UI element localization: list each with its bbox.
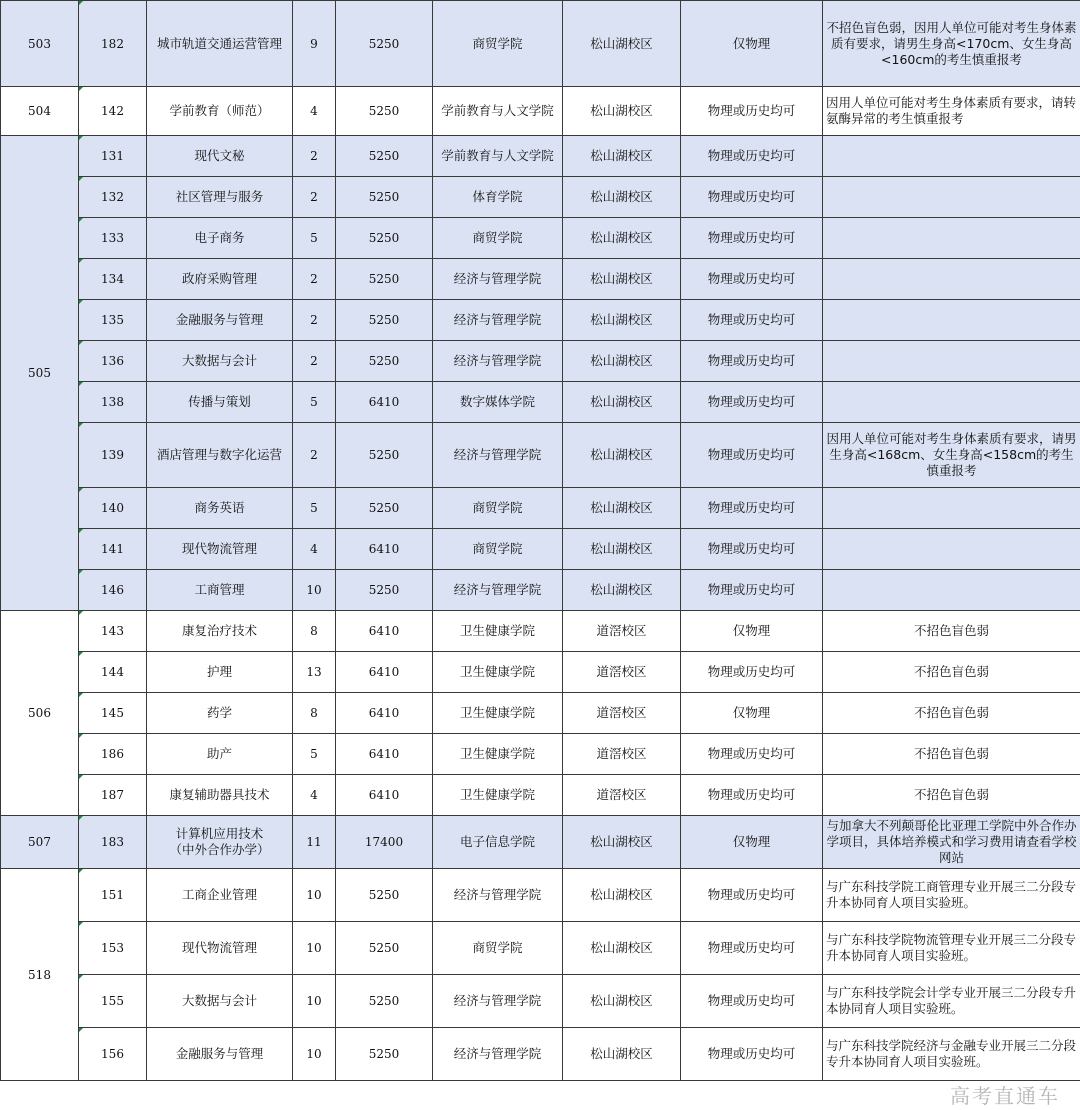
table-row — [1, 1, 1080, 87]
major-name: 康复辅助器具技术 — [147, 775, 293, 816]
subject-requirement: 物理或历史均可 — [681, 734, 823, 775]
remark: 与广东科技学院物流管理专业开展三二分段专升本协同育人项目实验班。 — [823, 922, 1080, 975]
table-row — [1, 652, 1080, 693]
subject-requirement: 物理或历史均可 — [681, 423, 823, 488]
table-row — [1, 693, 1080, 734]
tuition-fee: 5250 — [336, 259, 433, 300]
college-name: 商贸学院 — [433, 1, 563, 87]
major-name: 大数据与会计 — [147, 975, 293, 1028]
subject-requirement: 物理或历史均可 — [681, 136, 823, 177]
subject-requirement: 仅物理 — [681, 816, 823, 869]
college-name: 经济与管理学院 — [433, 570, 563, 611]
table-row — [1, 611, 1080, 652]
major-name: 政府采购管理 — [147, 259, 293, 300]
campus-name: 松山湖校区 — [563, 488, 681, 529]
major-name: 金融服务与管理 — [147, 1028, 293, 1081]
table-row — [1, 816, 1080, 869]
major-code: 141 — [79, 529, 147, 570]
table-row — [1, 259, 1080, 300]
major-code: 133 — [79, 218, 147, 259]
remark — [823, 529, 1080, 570]
major-code: 142 — [79, 87, 147, 136]
table-row — [1, 136, 1080, 177]
plan-count: 5 — [293, 218, 336, 259]
campus-name: 松山湖校区 — [563, 423, 681, 488]
college-name: 学前教育与人文学院 — [433, 136, 563, 177]
remark — [823, 488, 1080, 529]
subject-requirement: 物理或历史均可 — [681, 300, 823, 341]
tuition-fee: 5250 — [336, 177, 433, 218]
plan-count: 4 — [293, 87, 336, 136]
campus-name: 松山湖校区 — [563, 136, 681, 177]
tuition-fee: 5250 — [336, 570, 433, 611]
subject-requirement: 物理或历史均可 — [681, 488, 823, 529]
campus-name: 松山湖校区 — [563, 869, 681, 922]
remark: 因用人单位可能对考生身体素质有要求，请男生身高<168cm、女生身高<158cm的考生慎重报考 — [823, 423, 1080, 488]
major-code: 153 — [79, 922, 147, 975]
subject-requirement: 物理或历史均可 — [681, 382, 823, 423]
major-code: 156 — [79, 1028, 147, 1081]
campus-name: 松山湖校区 — [563, 816, 681, 869]
college-name: 经济与管理学院 — [433, 1028, 563, 1081]
subject-requirement: 物理或历史均可 — [681, 341, 823, 382]
remark: 与加拿大不列颠哥伦比亚理工学院中外合作办学项目，具体培养模式和学习费用请查看学校网站 — [823, 816, 1080, 869]
subject-requirement: 物理或历史均可 — [681, 775, 823, 816]
remark: 不招色盲色弱 — [823, 775, 1080, 816]
major-name: 工商管理 — [147, 570, 293, 611]
remark: 因用人单位可能对考生身体素质有要求，请转氨酶异常的考生慎重报考 — [823, 87, 1080, 136]
major-code: 187 — [79, 775, 147, 816]
major-name: 工商企业管理 — [147, 869, 293, 922]
plan-count: 2 — [293, 259, 336, 300]
table-row — [1, 87, 1080, 136]
major-code: 136 — [79, 341, 147, 382]
college-name: 卫生健康学院 — [433, 775, 563, 816]
major-code: 143 — [79, 611, 147, 652]
plan-count: 4 — [293, 775, 336, 816]
subject-requirement: 仅物理 — [681, 611, 823, 652]
plan-count: 5 — [293, 488, 336, 529]
plan-count: 11 — [293, 816, 336, 869]
remark: 不招色盲色弱，因用人单位可能对考生身体素质有要求，请男生身高<170cm、女生身高<160cm的考生慎重报考 — [823, 1, 1080, 87]
tuition-fee: 5250 — [336, 423, 433, 488]
table-row — [1, 1028, 1080, 1081]
college-name: 学前教育与人文学院 — [433, 87, 563, 136]
major-code: 183 — [79, 816, 147, 869]
plan-count: 5 — [293, 382, 336, 423]
table-row — [1, 775, 1080, 816]
watermark: 高考直通车 — [950, 1084, 1060, 1108]
tuition-fee: 5250 — [336, 1, 433, 87]
group-code: 507 — [1, 816, 79, 869]
plan-count: 2 — [293, 341, 336, 382]
group-code: 504 — [1, 87, 79, 136]
plan-count: 8 — [293, 693, 336, 734]
plan-count: 10 — [293, 975, 336, 1028]
campus-name: 道滘校区 — [563, 775, 681, 816]
major-code: 131 — [79, 136, 147, 177]
college-name: 经济与管理学院 — [433, 423, 563, 488]
major-name: 药学 — [147, 693, 293, 734]
tuition-fee: 5250 — [336, 218, 433, 259]
remark — [823, 382, 1080, 423]
college-name: 经济与管理学院 — [433, 259, 563, 300]
tuition-fee: 6410 — [336, 775, 433, 816]
major-name: 社区管理与服务 — [147, 177, 293, 218]
campus-name: 松山湖校区 — [563, 87, 681, 136]
college-name: 卫生健康学院 — [433, 652, 563, 693]
subject-requirement: 物理或历史均可 — [681, 570, 823, 611]
table-row — [1, 177, 1080, 218]
tuition-fee: 6410 — [336, 693, 433, 734]
remark: 不招色盲色弱 — [823, 652, 1080, 693]
college-name: 商贸学院 — [433, 218, 563, 259]
major-code: 145 — [79, 693, 147, 734]
tuition-fee: 5250 — [336, 87, 433, 136]
major-name: 金融服务与管理 — [147, 300, 293, 341]
major-code: 155 — [79, 975, 147, 1028]
remark — [823, 300, 1080, 341]
major-name: 现代物流管理 — [147, 529, 293, 570]
campus-name: 松山湖校区 — [563, 341, 681, 382]
group-code: 503 — [1, 1, 79, 87]
major-name: 大数据与会计 — [147, 341, 293, 382]
table-row — [1, 300, 1080, 341]
table-row — [1, 570, 1080, 611]
table-row — [1, 869, 1080, 922]
college-name: 体育学院 — [433, 177, 563, 218]
remark — [823, 259, 1080, 300]
subject-requirement: 物理或历史均可 — [681, 652, 823, 693]
college-name: 卫生健康学院 — [433, 611, 563, 652]
tuition-fee: 5250 — [336, 341, 433, 382]
table-row — [1, 975, 1080, 1028]
plan-count: 10 — [293, 922, 336, 975]
subject-requirement: 物理或历史均可 — [681, 87, 823, 136]
major-name: 计算机应用技术 （中外合作办学） — [147, 816, 293, 869]
major-code: 146 — [79, 570, 147, 611]
tuition-fee: 5250 — [336, 922, 433, 975]
plan-count: 5 — [293, 734, 336, 775]
subject-requirement: 物理或历史均可 — [681, 177, 823, 218]
campus-name: 松山湖校区 — [563, 922, 681, 975]
major-code: 144 — [79, 652, 147, 693]
subject-requirement: 物理或历史均可 — [681, 1028, 823, 1081]
plan-count: 13 — [293, 652, 336, 693]
major-name: 助产 — [147, 734, 293, 775]
tuition-fee: 5250 — [336, 300, 433, 341]
subject-requirement: 物理或历史均可 — [681, 922, 823, 975]
tuition-fee: 6410 — [336, 382, 433, 423]
table-row — [1, 734, 1080, 775]
college-name: 商贸学院 — [433, 488, 563, 529]
table-row — [1, 529, 1080, 570]
campus-name: 松山湖校区 — [563, 300, 681, 341]
table-row — [1, 423, 1080, 488]
table-row — [1, 341, 1080, 382]
major-name: 现代物流管理 — [147, 922, 293, 975]
major-code: 134 — [79, 259, 147, 300]
tuition-fee: 5250 — [336, 136, 433, 177]
plan-count: 2 — [293, 177, 336, 218]
major-name: 康复治疗技术 — [147, 611, 293, 652]
subject-requirement: 物理或历史均可 — [681, 869, 823, 922]
plan-count: 9 — [293, 1, 336, 87]
remark: 与广东科技学院工商管理专业开展三二分段专升本协同育人项目实验班。 — [823, 869, 1080, 922]
plan-count: 4 — [293, 529, 336, 570]
college-name: 经济与管理学院 — [433, 869, 563, 922]
college-name: 经济与管理学院 — [433, 341, 563, 382]
major-code: 140 — [79, 488, 147, 529]
tuition-fee: 5250 — [336, 488, 433, 529]
college-name: 电子信息学院 — [433, 816, 563, 869]
plan-count: 2 — [293, 136, 336, 177]
plan-count: 8 — [293, 611, 336, 652]
major-name: 护理 — [147, 652, 293, 693]
campus-name: 道滘校区 — [563, 693, 681, 734]
subject-requirement: 物理或历史均可 — [681, 259, 823, 300]
campus-name: 松山湖校区 — [563, 1, 681, 87]
subject-requirement: 物理或历史均可 — [681, 975, 823, 1028]
campus-name: 松山湖校区 — [563, 218, 681, 259]
college-name: 商贸学院 — [433, 529, 563, 570]
major-code: 151 — [79, 869, 147, 922]
subject-requirement: 仅物理 — [681, 1, 823, 87]
tuition-fee: 5250 — [336, 975, 433, 1028]
remark — [823, 136, 1080, 177]
remark — [823, 177, 1080, 218]
remark: 与广东科技学院会计学专业开展三二分段专升本协同育人项目实验班。 — [823, 975, 1080, 1028]
college-name: 卫生健康学院 — [433, 693, 563, 734]
table-row — [1, 488, 1080, 529]
tuition-fee: 6410 — [336, 611, 433, 652]
major-code: 186 — [79, 734, 147, 775]
subject-requirement: 仅物理 — [681, 693, 823, 734]
major-name: 传播与策划 — [147, 382, 293, 423]
table-row — [1, 218, 1080, 259]
major-code: 139 — [79, 423, 147, 488]
plan-count: 10 — [293, 1028, 336, 1081]
major-name: 电子商务 — [147, 218, 293, 259]
tuition-fee: 5250 — [336, 1028, 433, 1081]
major-name: 商务英语 — [147, 488, 293, 529]
tuition-fee: 6410 — [336, 734, 433, 775]
major-name: 城市轨道交通运营管理 — [147, 1, 293, 87]
group-code: 505 — [1, 136, 79, 611]
subject-requirement: 物理或历史均可 — [681, 218, 823, 259]
campus-name: 松山湖校区 — [563, 975, 681, 1028]
subject-requirement: 物理或历史均可 — [681, 529, 823, 570]
campus-name: 松山湖校区 — [563, 259, 681, 300]
remark — [823, 570, 1080, 611]
college-name: 商贸学院 — [433, 922, 563, 975]
tuition-fee: 17400 — [336, 816, 433, 869]
campus-name: 道滘校区 — [563, 734, 681, 775]
plan-count: 2 — [293, 423, 336, 488]
campus-name: 松山湖校区 — [563, 1028, 681, 1081]
major-name: 学前教育（师范） — [147, 87, 293, 136]
college-name: 卫生健康学院 — [433, 734, 563, 775]
remark — [823, 218, 1080, 259]
campus-name: 道滘校区 — [563, 652, 681, 693]
plan-count: 2 — [293, 300, 336, 341]
group-code: 506 — [1, 611, 79, 816]
campus-name: 松山湖校区 — [563, 570, 681, 611]
remark: 不招色盲色弱 — [823, 611, 1080, 652]
plan-count: 10 — [293, 869, 336, 922]
remark: 不招色盲色弱 — [823, 693, 1080, 734]
remark: 与广东科技学院经济与金融专业开展三二分段专升本协同育人项目实验班。 — [823, 1028, 1080, 1081]
remark — [823, 341, 1080, 382]
major-code: 132 — [79, 177, 147, 218]
campus-name: 道滘校区 — [563, 611, 681, 652]
major-name: 酒店管理与数字化运营 — [147, 423, 293, 488]
college-name: 经济与管理学院 — [433, 300, 563, 341]
college-name: 经济与管理学院 — [433, 975, 563, 1028]
major-code: 138 — [79, 382, 147, 423]
tuition-fee: 6410 — [336, 529, 433, 570]
major-name: 现代文秘 — [147, 136, 293, 177]
campus-name: 松山湖校区 — [563, 529, 681, 570]
campus-name: 松山湖校区 — [563, 382, 681, 423]
major-code: 135 — [79, 300, 147, 341]
remark: 不招色盲色弱 — [823, 734, 1080, 775]
plan-count: 10 — [293, 570, 336, 611]
college-name: 数字媒体学院 — [433, 382, 563, 423]
group-code: 518 — [1, 869, 79, 1081]
tuition-fee: 5250 — [336, 869, 433, 922]
table-row — [1, 922, 1080, 975]
table-row — [1, 382, 1080, 423]
campus-name: 松山湖校区 — [563, 177, 681, 218]
major-code: 182 — [79, 1, 147, 87]
tuition-fee: 6410 — [336, 652, 433, 693]
